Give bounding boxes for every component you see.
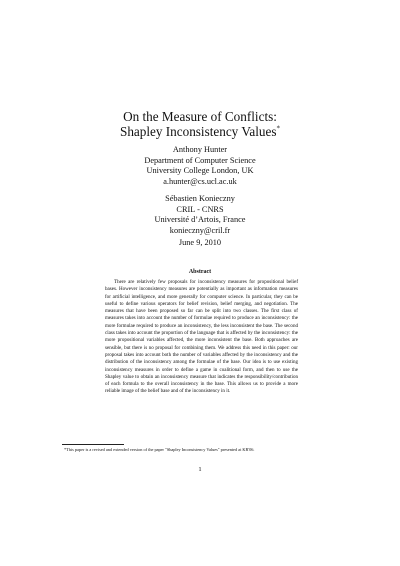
- author-name: Sébastien Konieczny: [165, 194, 235, 203]
- author-name: Anthony Hunter: [172, 145, 228, 154]
- paper-date: June 9, 2010: [178, 238, 222, 247]
- author-institution: Université d’Artois, France: [154, 215, 246, 225]
- paper-title-line-1: On the Measure of Conflicts:: [123, 109, 277, 124]
- author-department: Department of Computer Science: [144, 155, 256, 165]
- abstract-body: There are relatively few proposals for inconsistency measures for propositional belief bases. However inconsistency measures are potentially as important as information measures for artificial intelligence, and more generally for computer science. In particular, they can be useful to define various operators for belief revision, belief merging, and negotiation. The measures that have been proposed so far can be split into two classes. The first class of measures takes into account the number of formulae required to produce an inconsistency: the more formulae required to produce an inconsistency, the less inconsistent the base. The second class takes into account the proportion of the language that is affected by the inconsistency: the more propositional variables affected, the more inconsistent the base. Both approaches are sensible, but there is no proposal for combining them. We address this need in this paper: our proposal takes into account both the number of variables affected by the inconsistency and the distribution of the inconsistency among the formulae of the base. Our idea is to use existing inconsistency measures in order to define a game in coalitional form, and then to use the Shapley value to obtain an inconsistency measure that indicates the responsibility/contribution of each formula to the overall inconsistency in the base. This allows us to provide a more reliable image of the belief base and of the inconsistency in it.: [105, 279, 298, 395]
- footnote: *This paper is a revised and extended version of the paper "Shapley Inconsistency Values" presented at KR'06.: [64, 447, 255, 452]
- author-email: konieczny@cril.fr: [169, 225, 231, 235]
- title-footnote-mark: *: [276, 124, 280, 133]
- paper-title-line-2: Shapley Inconsistency Values*: [119, 124, 280, 139]
- author-institution: University College London, UK: [146, 166, 254, 176]
- footnote-rule: [62, 444, 124, 445]
- author-email: a.hunter@cs.ucl.ac.uk: [163, 176, 237, 186]
- page-number: 1: [198, 466, 202, 473]
- abstract-heading: Abstract: [188, 269, 212, 275]
- author-block-1: [0, 145, 400, 187]
- author-block-2: [0, 194, 400, 236]
- author-department: CRIL - CNRS: [176, 204, 224, 214]
